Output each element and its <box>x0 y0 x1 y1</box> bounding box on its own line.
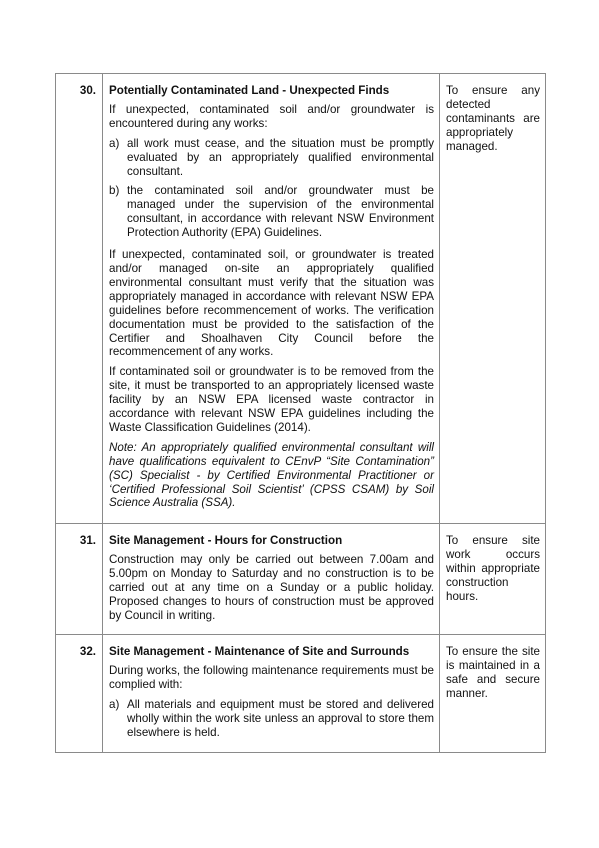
list-item-text: all work must cease, and the situation must be promptly evaluated by an appropriately qualified environmental consultant. <box>127 136 434 178</box>
condition-row <box>56 635 546 752</box>
condition-number: 31. <box>56 524 103 635</box>
list-item-text: the contaminated soil and/or groundwater must be managed under the supervision of the environmental consultant, in accordance with relevant NSW Environment Protection Authority (EPA) Guidelines. <box>127 184 434 240</box>
condition-paragraph: If unexpected, contaminated soil, or groundwater is treated and/or managed on-site an appropriately qualified environmental consultant must verify that the situation was appropriately managed in accordance with relevant NSW EPA guidelines before recommencement of works. The verification documentation must be provided to the satisfaction of the Certifier and Shoalhaven City Council before the recommencement of any works. <box>109 248 434 359</box>
condition-number: 32. <box>56 635 103 752</box>
condition-paragraph: If contaminated soil or groundwater is to be removed from the site, it must be transported to an appropriately licensed waste facility by an NSW EPA licensed waste contractor in accordance with relevant NSW EPA guidelines including the Waste Classification Guidelines (2014). <box>109 365 434 434</box>
list-item-label: a) <box>109 136 120 150</box>
condition-body <box>103 524 440 635</box>
list-item <box>109 184 434 240</box>
condition-number: 30. <box>56 74 103 524</box>
list-item-label: a) <box>109 698 120 712</box>
condition-row <box>56 74 546 524</box>
list-item <box>109 137 434 179</box>
condition-intro: During works, the following maintenance requirements must be complied with: <box>109 664 434 692</box>
condition-title: Site Management - Hours for Construction <box>109 534 343 547</box>
list-item-text: All materials and equipment must be stored and delivered wholly within the work site unless an approval to store them elsewhere is held. <box>127 698 434 739</box>
conditions-table <box>55 73 546 753</box>
condition-body <box>103 635 440 752</box>
condition-note: Note: An appropriately qualified environmental consultant will have qualifications equivalent to CEnvP “Site Contamination” (SC) Specialist - by Certified Environmental Practitioner or ‘Certified Professional Soil Scientist’ (CPSS CSAM) by Soil Science Australia (SSA). <box>109 440 434 510</box>
condition-row <box>56 524 546 635</box>
condition-title: Site Management - Maintenance of Site and Surrounds <box>109 645 410 659</box>
condition-reason: To ensure the site is maintained in a safe and secure manner. <box>440 635 546 752</box>
list-item <box>109 698 434 740</box>
condition-body <box>103 74 440 524</box>
condition-intro: Construction may only be carried out between 7.00am and 5.00pm on Monday to Saturday and no construction is to be carried out at any time on a Sunday or a public holiday. Proposed changes to hours of construction must be approved by Council in writing. <box>109 552 434 622</box>
condition-intro: If unexpected, contaminated soil and/or groundwater is encountered during any works: <box>109 102 434 130</box>
condition-reason: To ensure site work occurs within appropriate construction hours. <box>440 524 546 635</box>
list-item-label: b) <box>109 184 120 198</box>
condition-reason: To ensure any detected contaminants are appropriately managed. <box>440 74 546 524</box>
condition-title: Potentially Contaminated Land - Unexpected Finds <box>109 84 390 97</box>
